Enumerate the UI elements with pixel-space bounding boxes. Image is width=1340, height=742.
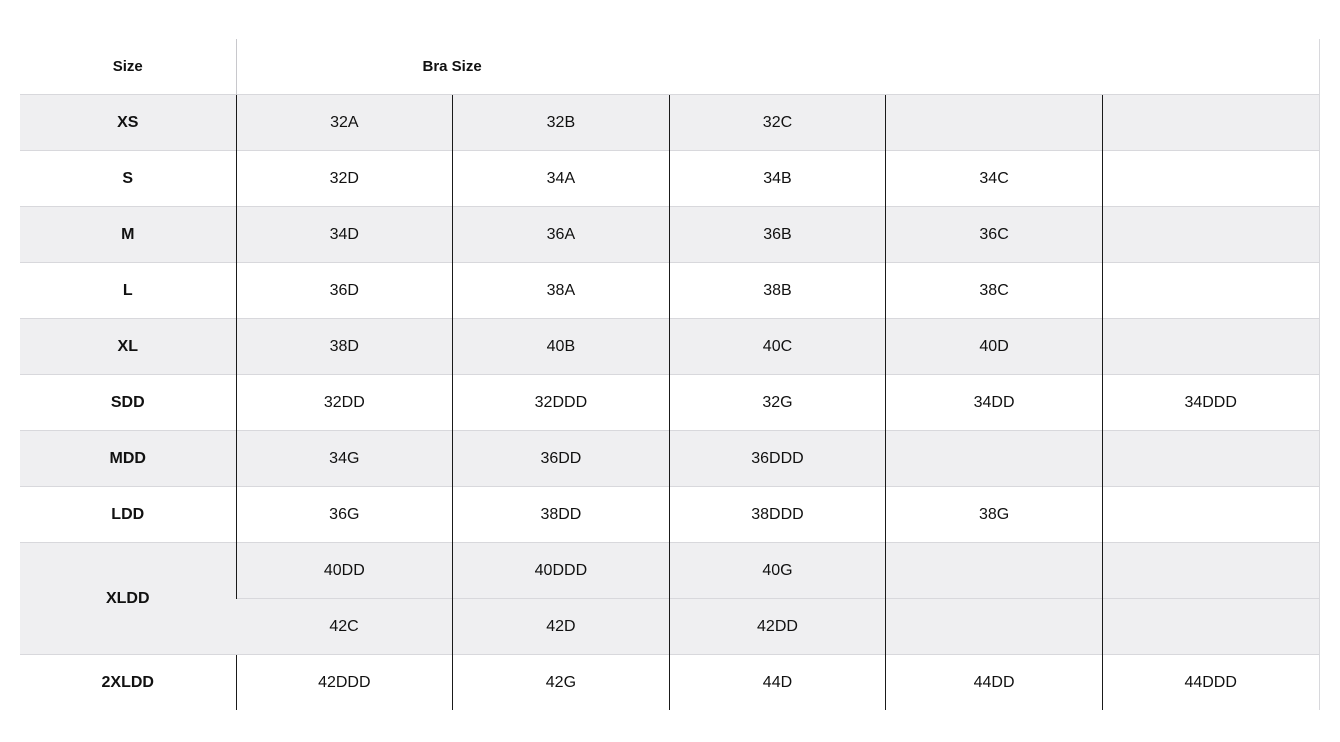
size-label-cell: L (20, 263, 236, 319)
bra-size-cell: 36B (669, 207, 886, 263)
bra-size-cell: 36DDD (669, 431, 886, 487)
bra-size-cell (1102, 319, 1319, 375)
size-label-cell: SDD (20, 375, 236, 431)
bra-size-cell (886, 599, 1103, 655)
bra-size-cell: 32B (453, 95, 670, 151)
bra-size-cell: 32A (236, 95, 453, 151)
table-row (20, 319, 1319, 375)
size-column-header: Size (20, 39, 236, 95)
bra-size-cell: 40G (669, 543, 886, 599)
size-label-cell: XL (20, 319, 236, 375)
bra-size-cell: 34DDD (1102, 375, 1319, 431)
bra-size-cell (886, 431, 1103, 487)
bra-size-cell: 44D (669, 655, 886, 711)
bra-size-cell (1102, 263, 1319, 319)
bra-size-cell: 38B (669, 263, 886, 319)
bra-size-cell: 36D (236, 263, 453, 319)
bra-size-cell: 32C (669, 95, 886, 151)
bra-size-cell: 40D (886, 319, 1103, 375)
bra-size-cell: 32DDD (453, 375, 670, 431)
bra-size-cell: 44DDD (1102, 655, 1319, 711)
bra-size-cell: 42G (453, 655, 670, 711)
bra-size-cell: 32G (669, 375, 886, 431)
table-row (20, 487, 1319, 543)
size-label-cell: XS (20, 95, 236, 151)
size-label-cell: MDD (20, 431, 236, 487)
bra-size-cell: 40B (453, 319, 670, 375)
bra-size-cell: 36A (453, 207, 670, 263)
bra-size-cell: 38DDD (669, 487, 886, 543)
bra-size-cell: 42D (453, 599, 670, 655)
bra-size-cell: 36DD (453, 431, 670, 487)
bra-size-cell: 38G (886, 487, 1103, 543)
bra-size-cell (1102, 431, 1319, 487)
bra-size-cell: 32DD (236, 375, 453, 431)
bra-size-cell: 42DD (669, 599, 886, 655)
bra-size-cell (1102, 95, 1319, 151)
bra-size-cell: 34D (236, 207, 453, 263)
bra-size-column-header: Bra Size (236, 39, 1319, 95)
bra-size-cell (1102, 207, 1319, 263)
bra-size-cell: 40DDD (453, 543, 670, 599)
size-label-cell: LDD (20, 487, 236, 543)
bra-size-cell: 40C (669, 319, 886, 375)
size-label-cell: XLDD (20, 543, 236, 655)
bra-size-cell: 42C (236, 599, 453, 655)
bra-size-cell (1102, 151, 1319, 207)
bra-size-cell: 34B (669, 151, 886, 207)
bra-size-cell: 32D (236, 151, 453, 207)
table-row (20, 263, 1319, 319)
bra-size-cell: 38C (886, 263, 1103, 319)
table-row (20, 375, 1319, 431)
bra-size-cell: 44DD (886, 655, 1103, 711)
bra-size-cell: 38A (453, 263, 670, 319)
bra-size-cell: 34DD (886, 375, 1103, 431)
bra-size-cell: 36C (886, 207, 1103, 263)
table-header-row (20, 39, 1319, 95)
size-label-cell: M (20, 207, 236, 263)
bra-size-cell (1102, 487, 1319, 543)
bra-size-cell: 42DDD (236, 655, 453, 711)
bra-size-cell (886, 543, 1103, 599)
bra-size-cell: 34A (453, 151, 670, 207)
bra-size-cell: 38DD (453, 487, 670, 543)
table-row (20, 655, 1319, 711)
bra-size-cell: 34C (886, 151, 1103, 207)
table-row (20, 151, 1319, 207)
table-row (20, 95, 1319, 151)
bra-size-cell (886, 95, 1103, 151)
bra-size-cell: 36G (236, 487, 453, 543)
table-row (20, 207, 1319, 263)
table-row (20, 431, 1319, 487)
size-label-cell: S (20, 151, 236, 207)
table-row (20, 543, 1319, 599)
bra-size-chart-table (20, 39, 1320, 710)
bra-size-cell (1102, 599, 1319, 655)
size-label-cell: 2XLDD (20, 655, 236, 711)
bra-size-cell: 40DD (236, 543, 453, 599)
bra-size-cell (1102, 543, 1319, 599)
bra-size-cell: 34G (236, 431, 453, 487)
bra-size-cell: 38D (236, 319, 453, 375)
